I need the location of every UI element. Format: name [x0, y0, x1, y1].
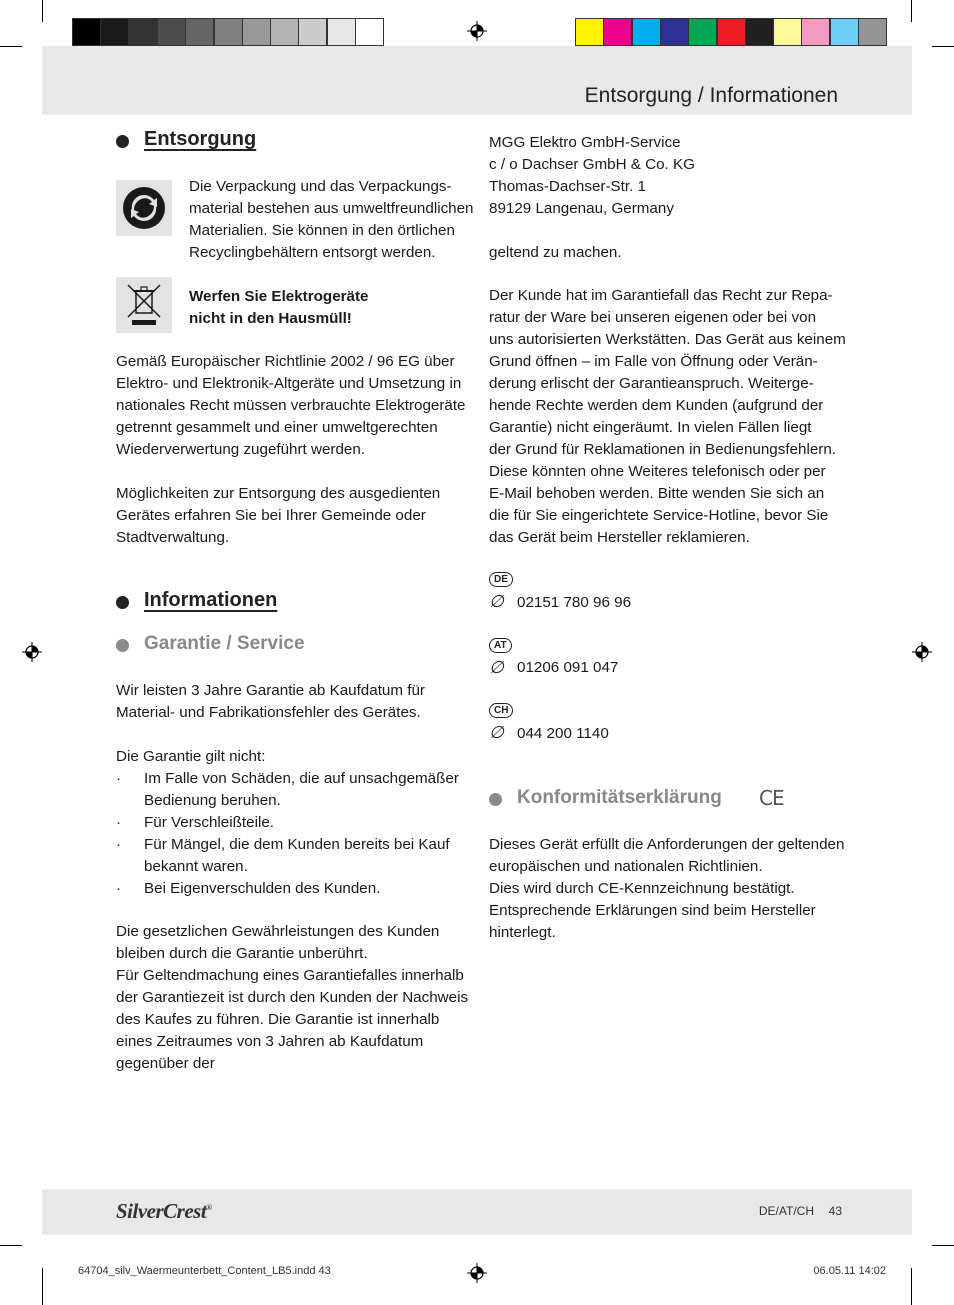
text-line: Für Verschleißteile.	[144, 814, 274, 831]
list-bullet: ·	[116, 770, 122, 787]
text-line: hende Rechte werden dem Kunden (aufgrund der	[489, 397, 824, 414]
text-line: Im Falle von Schäden, die auf unsachgemäßer	[144, 770, 459, 787]
brand-mark: ®	[206, 1203, 212, 1212]
hotline-number-at: 01206 091 047	[517, 659, 619, 676]
text-line: Bei Eigenverschulden des Kunden.	[144, 880, 381, 897]
calibration-swatch	[575, 18, 604, 46]
calibration-swatch	[157, 18, 186, 46]
text-line: europäischen und nationalen Richtlinien.	[489, 858, 763, 875]
text-line: Der Kunde hat im Garantiefall das Recht zur Repa-	[489, 287, 833, 304]
text-line: MGG Elektro GmbH-Service	[489, 134, 681, 151]
text-line: Thomas-Dachser-Str. 1	[489, 178, 646, 195]
calibration-swatch	[632, 18, 661, 46]
calibration-swatch	[327, 18, 356, 46]
calibration-swatch	[717, 18, 746, 46]
section-bullet	[116, 135, 129, 148]
crossed-bin-icon	[116, 277, 172, 333]
text-line: E-Mail behoben werden. Bitte wenden Sie sich an	[489, 485, 825, 502]
weee-warning	[189, 286, 369, 330]
country-codes: DE/AT/CH	[758, 1204, 814, 1218]
crop-mark	[911, 0, 912, 22]
list-item	[116, 812, 466, 834]
text-line: eines Zeitraumes von 3 Jahren ab Kaufdatum	[116, 1033, 424, 1050]
text-line: material bestehen aus umweltfreundlichen	[189, 200, 474, 217]
text-line: ratur der Ware bei unseren eigenen oder bei von	[489, 309, 817, 326]
phone-icon: ∅	[489, 592, 504, 611]
calibration-swatch	[603, 18, 632, 46]
calibration-swatch	[801, 18, 830, 46]
text-line: der Grund für Reklamationen in Bedienungsfehlern.	[489, 441, 836, 458]
text-line: Für Mängel, die dem Kunden bereits bei Kauf	[144, 836, 450, 853]
calibration-swatch	[214, 18, 243, 46]
country-badge-ch: CH	[489, 703, 513, 718]
calibration-swatch	[355, 18, 384, 46]
list-item	[116, 768, 466, 812]
text-line: 89129 Langenau, Germany	[489, 200, 674, 217]
registration-mark-icon	[467, 1263, 487, 1283]
crop-mark	[42, 1268, 43, 1305]
ce-mark-icon: CE	[759, 786, 784, 810]
calibration-swatch	[858, 18, 887, 46]
phone-icon: ∅	[489, 658, 504, 677]
crop-mark	[42, 0, 43, 22]
hotline-number-ch: 044 200 1140	[517, 725, 609, 742]
subsection-bullet	[489, 793, 502, 806]
calibration-swatch	[830, 18, 859, 46]
calibration-swatch	[242, 18, 271, 46]
text-line: Gerätes erfahren Sie bei Ihrer Gemeinde oder	[116, 507, 426, 524]
text-line: Für Geltendmachung eines Garantiefalles innerhalb	[116, 967, 464, 984]
service-address	[489, 132, 695, 220]
page-number: 43	[828, 1204, 842, 1218]
crop-mark	[932, 1245, 954, 1246]
text-line: die für Sie eingerichtete Service-Hotline, bevor Sie	[489, 507, 829, 524]
warranty-exclusions	[116, 746, 466, 900]
crop-mark	[0, 46, 22, 47]
text-line: Wir leisten 3 Jahre Garantie ab Kaufdatum für	[116, 682, 425, 699]
warranty-intro	[116, 680, 425, 724]
text-line: bekannt waren.	[144, 858, 248, 875]
calibration-swatch	[298, 18, 327, 46]
directive-paragraph	[116, 351, 466, 461]
text-line: das Gerät beim Hersteller reklamieren.	[489, 529, 750, 546]
calibration-swatch	[270, 18, 299, 46]
heading-informationen: Informationen	[144, 589, 278, 611]
disposal-paragraph	[116, 483, 440, 549]
calibration-swatch	[185, 18, 214, 46]
text-line: nicht in den Hausmüll!	[189, 310, 352, 327]
section-bullet	[116, 596, 129, 609]
brand-name: SilverCrest	[116, 1199, 207, 1223]
text-line: Elektro- und Elektronik-Altgeräte und Umsetzung in	[116, 375, 462, 392]
heading-garantie: Garantie / Service	[144, 633, 305, 654]
country-badge-at: AT	[489, 638, 512, 653]
text-line: Gemäß Europäischer Richtlinie 2002 / 96 EG über	[116, 353, 455, 370]
text-line: Entsprechende Erklärungen sind beim Hersteller	[489, 902, 816, 919]
text-line: Materialien. Sie können in den örtlichen	[189, 222, 455, 239]
hotline-number-de: 02151 780 96 96	[517, 594, 632, 611]
text-line: Die gesetzlichen Gewährleistungen des Kunden	[116, 923, 440, 940]
text-line: derung erlischt der Garantieanspruch. Weiterge-	[489, 375, 814, 392]
text-line: nationales Recht müssen verbrauchte Elektrogeräte	[116, 397, 466, 414]
calibration-swatch	[688, 18, 717, 46]
heading-entsorgung: Entsorgung	[144, 128, 257, 150]
registration-mark-icon	[467, 21, 487, 41]
text-line: Garantie) nicht eingeräumt. In vielen Fällen liegt	[489, 419, 812, 436]
text-line: gegenüber der	[116, 1055, 215, 1072]
list-bullet: ·	[116, 836, 122, 853]
conformity-text	[489, 834, 844, 944]
text-line: uns autorisierten Werkstätten. Das Gerät aus keinem	[489, 331, 846, 348]
country-badge-de: DE	[489, 572, 513, 587]
list-item	[116, 878, 466, 900]
calibration-swatch	[100, 18, 129, 46]
page-title: Entsorgung / Informationen	[584, 84, 838, 107]
text-line: Wiederverwertung zugeführt werden.	[116, 441, 366, 458]
text-line: hinterlegt.	[489, 924, 556, 941]
list-item	[116, 834, 466, 878]
assert-line: geltend zu machen.	[489, 244, 622, 261]
crop-mark	[0, 1245, 22, 1246]
warranty-outro	[116, 921, 468, 1075]
recycling-text	[189, 176, 474, 264]
brand-logo	[116, 1199, 212, 1224]
text-line: Grund öffnen – im Falle von Öffnung oder Verän-	[489, 353, 818, 370]
text-line: Dieses Gerät erfüllt die Anforderungen der geltenden	[489, 836, 845, 853]
calibration-swatch	[72, 18, 101, 46]
list-bullet: ·	[116, 880, 122, 897]
slug-filename: 64704_silv_Waermeunterbett_Content_LB5.indd 43	[78, 1265, 331, 1277]
text-line: bleiben durch die Garantie unberührt.	[116, 945, 368, 962]
text-line: der Garantiezeit ist durch den Kunden der Nachweis	[116, 989, 469, 1006]
calibration-swatch	[660, 18, 689, 46]
text-line: Diese könnten ohne Weiteres telefonisch oder per	[489, 463, 826, 480]
customer-rights	[489, 285, 846, 549]
text-line: Die Verpackung und das Verpackungs-	[189, 178, 452, 195]
list-bullet: ·	[116, 814, 122, 831]
text-line: getrennt gesammelt und einer umweltgerechten	[116, 419, 438, 436]
text-line: des Kaufes zu führen. Die Garantie ist innerhalb	[116, 1011, 440, 1028]
calibration-swatch	[129, 18, 158, 46]
text-line: Die Garantie gilt nicht:	[116, 748, 266, 765]
text-line: Recyclingbehältern entsorgt werden.	[189, 244, 436, 261]
text-line: Material- und Fabrikationsfehler des Gerätes.	[116, 704, 421, 721]
heading-konformitaet: Konformitätserklärung	[517, 787, 722, 808]
text-line: Dies wird durch CE-Kennzeichnung bestätigt.	[489, 880, 795, 897]
calibration-swatch	[773, 18, 802, 46]
registration-mark-icon	[912, 642, 932, 662]
recycling-icon	[116, 180, 172, 236]
text-line: Möglichkeiten zur Entsorgung des ausgedienten	[116, 485, 441, 502]
text-line: Stadtverwaltung.	[116, 529, 230, 546]
crop-mark	[911, 1268, 912, 1305]
registration-mark-icon	[22, 642, 42, 662]
text-line: Werfen Sie Elektrogeräte	[189, 288, 369, 305]
phone-icon: ∅	[489, 723, 504, 742]
slug-date: 06.05.11 14:02	[813, 1265, 886, 1277]
text-line: Bedienung beruhen.	[144, 792, 281, 809]
text-line: c / o Dachser GmbH & Co. KG	[489, 156, 695, 173]
calibration-swatch	[745, 18, 774, 46]
subsection-bullet	[116, 639, 129, 652]
weee-icon-box	[116, 277, 172, 333]
crop-mark	[932, 46, 954, 47]
recycling-icon-box	[116, 180, 172, 236]
